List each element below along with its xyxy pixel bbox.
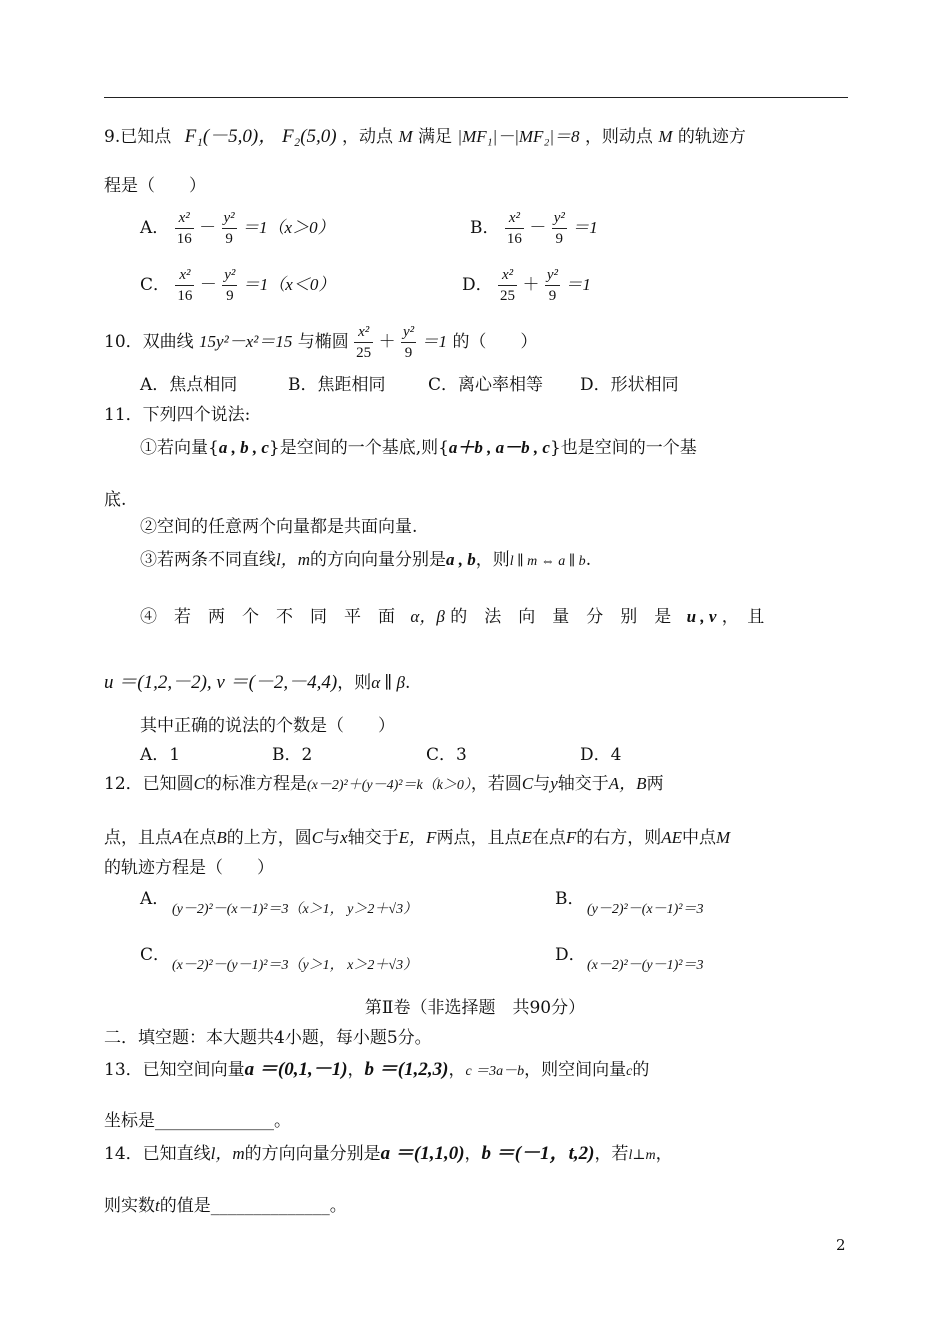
q11-option-a[interactable]: A．1 <box>140 745 181 765</box>
q9-M: M <box>658 127 673 146</box>
q11-statement-4-eq: u ＝(1,2,－2), v ＝(－2,－4,4)，则α ∥ β. <box>104 672 411 693</box>
q12-option-a-label[interactable]: A． <box>140 889 170 909</box>
q9-text: 满足 <box>418 127 453 147</box>
q13-answer-blank[interactable]: ______________ <box>155 1111 274 1131</box>
q9-M: M <box>398 127 413 146</box>
page-number: 2 <box>836 1236 846 1254</box>
q9-line2: 程是（ ） <box>104 176 206 196</box>
q9-option-b[interactable]: B． $\frac{\text{x²}}{16}$ － $\frac{\text{y²}}{9}$ ＝1 <box>470 210 598 247</box>
q12-option-d-label[interactable]: D． <box>555 945 586 965</box>
q9-line1 <box>104 126 746 148</box>
q11-statement-2: ②空间的任意两个向量都是共面向量. <box>140 517 418 537</box>
q10-option-d[interactable]: D．形状相同 <box>580 375 679 395</box>
q14-line1: 14．已知直线l，m的方向向量分别是a ＝(1,1,0)，b ＝(－1，t,2)，若l⊥m， <box>104 1143 673 1164</box>
q12-option-d[interactable]: (x－2)²－(y－1)²＝3 <box>587 958 704 973</box>
q11-question: 其中正确的说法的个数是（ ） <box>140 716 395 736</box>
q9-points: F₁(－5,0)， F₂(5,0) <box>184 126 337 147</box>
q12-line2: 点，且点A在点B的上方，圆C与x轴交于E，F两点，且点E在点F的右方，则AE中点M <box>104 828 731 848</box>
q9-option-d[interactable]: D． $\frac{\text{x²}}{25}$ ＋ $\frac{\text{y²}}{9}$ ＝1 <box>462 267 591 304</box>
q11-option-b[interactable]: B．2 <box>272 745 313 765</box>
section-part-heading: 二．填空题：本大题共4小题，每小题5分。 <box>104 1028 432 1048</box>
q10-line1: 10．双曲线 15y²－x²＝15 与椭圆 $\frac{\text{x²}}{25}$ ＋ $\frac{\text{y²}}{9}$ ＝1 的（ ） <box>104 324 538 361</box>
q12-option-b[interactable]: (y－2)²－(x－1)²＝3 <box>587 902 704 917</box>
q12-line3: 的轨迹方程是（ ） <box>104 858 274 878</box>
q13-line1: 13．已知空间向量a ＝(0,1,－1)，b ＝(1,2,3)，c ＝3a－b，则空间向量c的 <box>104 1059 650 1080</box>
q12-option-b-label[interactable]: B． <box>555 889 585 909</box>
q12-line1: 12．已知圆C的标准方程是(x－2)²＋(y－4)²＝k（k＞0），若圆C与y轴交于A，B两 <box>104 774 664 794</box>
q11-option-d[interactable]: D．4 <box>580 745 622 765</box>
q9-text: 9.已知点 <box>104 127 172 147</box>
q11-statement-4: ④ 若 两 个 不 同 平 面 α，β 的 法 向 量 分 别 是 u , v ， 且 <box>140 607 765 627</box>
q11-statement-3: ③若两条不同直线l，m的方向向量分别是a , b，则l ∥ m ⇔ a ∥ b. <box>140 550 592 570</box>
section-title: 第Ⅱ卷（非选择题 共90分） <box>364 998 586 1018</box>
q10-option-a[interactable]: A．焦点相同 <box>140 375 238 395</box>
q14-answer-blank[interactable]: ______________ <box>210 1196 330 1216</box>
q9-option-a[interactable]: A． $\frac{\text{x²}}{16}$ － $\frac{\text{y²}}{9}$ ＝1（x＞0） <box>140 210 335 247</box>
q9-text: ，动点 <box>342 127 394 147</box>
q9-condition: |MF₁|－|MF₂|＝8 <box>457 127 580 146</box>
q12-option-a[interactable]: (y－2)²－(x－1)²＝3（x＞1， y＞2＋√3） <box>172 902 418 917</box>
q9-text: ，则动点 <box>584 127 653 147</box>
q11-title: 11．下列四个说法: <box>104 405 251 425</box>
q14-line2: 则实数t的值是______________。 <box>104 1196 347 1216</box>
q10-option-c[interactable]: C．离心率相等 <box>428 375 544 395</box>
q11-statement-1: ①若向量{a , b , c}是空间的一个基底,则{a＋b , a－b , c}也是空间的一个基 <box>140 438 697 458</box>
q11-statement-1-end: 底. <box>104 490 127 510</box>
q12-option-c-label[interactable]: C． <box>140 945 171 965</box>
q9-text: 的轨迹方 <box>677 127 746 147</box>
q11-option-c[interactable]: C．3 <box>426 745 467 765</box>
header-rule <box>104 97 848 98</box>
q9-option-c[interactable]: C． $\frac{\text{x²}}{16}$ － $\frac{\text{y²}}{9}$ ＝1（x＜0） <box>140 267 336 304</box>
q10-option-b[interactable]: B．焦距相同 <box>288 375 386 395</box>
q13-line2: 坐标是______________。 <box>104 1111 291 1131</box>
q12-option-c[interactable]: (x－2)²－(y－1)²＝3（y＞1， x＞2＋√3） <box>172 958 418 973</box>
